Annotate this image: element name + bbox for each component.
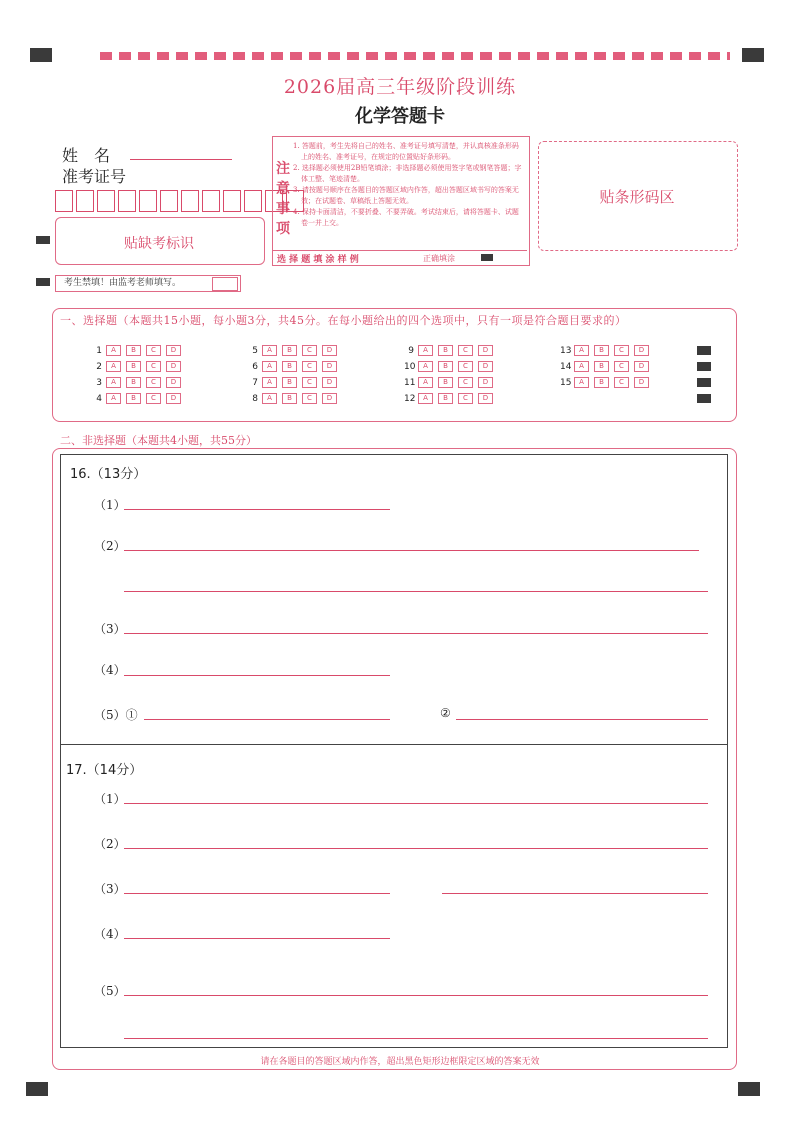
option-bubble-a[interactable]: A [106,345,121,356]
registration-mark-bottom-right [738,1082,760,1096]
option-bubble-c[interactable]: C [614,377,629,388]
option-bubble-c[interactable]: C [614,345,629,356]
option-bubble-d[interactable]: D [166,361,181,372]
choice-question [560,377,654,388]
option-bubble-c[interactable]: C [458,345,473,356]
q16-answer-line-4[interactable] [124,675,390,676]
choice-question [248,345,342,356]
q16-part-5: （5）① [94,708,138,722]
option-bubble-d[interactable]: D [634,377,649,388]
option-bubble-d[interactable]: D [478,361,493,372]
choice-question [404,345,498,356]
option-bubble-a[interactable]: A [106,393,121,404]
side-mark [36,278,50,286]
option-bubble-b[interactable]: B [126,377,141,388]
option-bubble-d[interactable]: D [322,345,337,356]
proctor-note: 考生禁填！由监考老师填写。 [55,275,241,292]
option-bubble-c[interactable]: C [458,377,473,388]
footer-note: 请在各题目的答题区域内作答，超出黑色矩形边框限定区域的答案无效 [260,1057,540,1067]
choice-question [404,393,498,404]
q17-answer-line-1[interactable] [124,803,708,804]
option-bubble-c[interactable]: C [302,361,317,372]
exam-title: 2026届高三年级阶段训练 [283,76,517,98]
card-subtitle: 化学答题卡 [355,106,445,127]
q16-answer-line-2b[interactable] [124,591,708,592]
option-bubble-d[interactable]: D [166,393,181,404]
question-number: 2 [96,361,102,372]
option-bubble-b[interactable]: B [282,393,297,404]
option-bubble-b[interactable]: B [594,345,609,356]
option-bubble-b[interactable]: B [438,345,453,356]
option-bubble-d[interactable]: D [634,361,649,372]
choice-question [92,345,186,356]
q17-part-3: （3） [94,882,126,896]
row-mark [697,346,711,355]
exam-id-digit-box[interactable] [76,190,94,212]
q16-answer-line-2a[interactable] [124,550,699,551]
option-bubble-a[interactable]: A [262,393,277,404]
option-bubble-a[interactable]: A [418,377,433,388]
q17-part-2: （2） [94,837,126,851]
option-bubble-b[interactable]: B [438,377,453,388]
question-number: 4 [96,393,102,404]
choice-question [248,393,342,404]
row-mark [697,362,711,371]
choice-question [560,345,654,356]
option-bubble-c[interactable]: C [302,377,317,388]
option-bubble-d[interactable]: D [634,345,649,356]
option-bubble-a[interactable]: A [418,361,433,372]
top-dashed-bar [100,52,730,60]
exam-id-digit-box[interactable] [97,190,115,212]
option-bubble-d[interactable]: D [322,393,337,404]
option-bubble-d[interactable]: D [322,377,337,388]
exam-id-label: 准考证号 [62,167,127,186]
option-bubble-a[interactable]: A [574,361,589,372]
option-bubble-c[interactable]: C [302,393,317,404]
name-field[interactable] [130,159,232,160]
option-bubble-d[interactable]: D [478,377,493,388]
question-number: 7 [252,377,258,388]
notice-heading: 注 意 事 项 [276,161,290,237]
q16-part-4: （4） [94,663,126,677]
q16-answer-line-5b[interactable] [456,719,708,720]
option-bubble-c[interactable]: C [146,361,161,372]
option-bubble-b[interactable]: B [282,345,297,356]
option-bubble-a[interactable]: A [262,361,277,372]
q16-title: 16.（13分） [70,467,147,482]
exam-id-digit-box[interactable] [202,190,220,212]
question-number: 8 [252,393,258,404]
choice-question [404,377,498,388]
q16-part-2: （2） [94,539,126,553]
answer-region [60,454,728,1048]
exam-id-digit-box[interactable] [223,190,241,212]
q17-answer-line-5b[interactable] [124,1038,708,1039]
q17-part-4: （4） [94,927,126,941]
correct-fill-label: 正确填涂 [423,254,455,263]
section2-heading: 二、非选择题（本题共4小题，共55分） [60,434,257,447]
choice-question [92,361,186,372]
choice-question [248,377,342,388]
option-bubble-c[interactable]: C [146,393,161,404]
q17-title: 17.（14分） [66,763,143,778]
question-number: 12 [404,393,416,404]
option-bubble-d[interactable]: D [478,393,493,404]
question-number: 10 [404,361,416,372]
question-number: 15 [560,377,572,388]
q16-answer-line-3[interactable] [124,633,708,634]
choice-question [404,361,498,372]
option-bubble-a[interactable]: A [262,377,277,388]
q16-part-3: （3） [94,622,126,636]
question-number: 13 [560,345,572,356]
option-bubble-c[interactable]: C [458,361,473,372]
question-number: 3 [96,377,102,388]
notice-items [293,141,525,229]
option-bubble-b[interactable]: B [594,377,609,388]
barcode-label: 贴条形码区 [599,188,675,206]
option-bubble-d[interactable]: D [322,361,337,372]
notice-box [272,136,530,266]
notice-item: 3. 请按题号顺序在各题目的答题区域内作答，超出答题区域书写的答案无效；在试题卷、草稿纸上答题无效。 [293,186,519,205]
option-bubble-a[interactable]: A [106,361,121,372]
option-bubble-d[interactable]: D [166,377,181,388]
exam-id-digit-box[interactable] [160,190,178,212]
choice-question [248,361,342,372]
option-bubble-b[interactable]: B [126,345,141,356]
q16-answer-line-1[interactable] [124,509,390,510]
option-bubble-b[interactable]: B [282,377,297,388]
question-divider [60,744,728,745]
option-bubble-c[interactable]: C [614,361,629,372]
correct-fill-mark [481,254,493,261]
option-bubble-a[interactable]: A [574,345,589,356]
q17-answer-line-2[interactable] [124,848,708,849]
row-mark [697,378,711,387]
exam-id-digit-box[interactable] [55,190,73,212]
notice-item: 1. 答题前，考生先将自己的姓名、准考证号填写清楚，并认真核准条形码上的姓名、准考证号，在规定的位置贴好条形码。 [293,142,519,161]
q17-answer-line-5a[interactable] [124,995,708,996]
exam-id-digit-box[interactable] [244,190,262,212]
choice-question [92,377,186,388]
question-number: 1 [96,345,102,356]
q17-part-5: （5） [94,984,126,998]
option-bubble-b[interactable]: B [438,361,453,372]
option-bubble-a[interactable]: A [418,345,433,356]
missing-exam-label: 贴缺考标识 [124,236,194,252]
proctor-fill-box[interactable] [212,277,238,291]
q17-part-1: （1） [94,792,126,806]
choice-question [92,393,186,404]
q16-part-1: （1） [94,498,126,512]
option-bubble-c[interactable]: C [146,345,161,356]
option-bubble-a[interactable]: A [106,377,121,388]
option-bubble-c[interactable]: C [458,393,473,404]
registration-mark-top-right [742,48,764,62]
q17-answer-line-4[interactable] [124,938,390,939]
choice-question [560,361,654,372]
option-bubble-c[interactable]: C [146,377,161,388]
fill-sample-label: 选 择 题 填 涂 样 例 [277,255,359,265]
row-mark [697,394,711,403]
option-bubble-d[interactable]: D [166,345,181,356]
notice-item: 2. 选择题必须使用2B铅笔填涂；非选择题必须使用签字笔或钢笔答题；字体工整、笔迹清楚。 [293,164,522,183]
option-bubble-b[interactable]: B [594,361,609,372]
exam-id-digit-box[interactable] [181,190,199,212]
q16-part-5b: ② [440,706,451,720]
option-bubble-b[interactable]: B [126,393,141,404]
question-number: 11 [404,377,416,388]
option-bubble-b[interactable]: B [126,361,141,372]
q17-answer-line-3b[interactable] [442,893,708,894]
option-bubble-c[interactable]: C [302,345,317,356]
side-mark [36,236,50,244]
q17-answer-line-3a[interactable] [124,893,390,894]
question-number: 6 [252,361,258,372]
option-bubble-a[interactable]: A [262,345,277,356]
question-number: 9 [408,345,414,356]
q16-answer-line-5a[interactable] [144,719,390,720]
registration-mark-top-left [30,48,52,62]
option-bubble-d[interactable]: D [478,345,493,356]
exam-id-digit-box[interactable] [139,190,157,212]
section1-heading: 一、选择题（本题共15小题，每小题3分，共45分。在每小题给出的四个选项中，只有一项是符合题目要求的） [60,314,627,327]
exam-id-digit-box[interactable] [118,190,136,212]
question-number: 5 [252,345,258,356]
question-number: 14 [560,361,572,372]
option-bubble-a[interactable]: A [574,377,589,388]
option-bubble-b[interactable]: B [282,361,297,372]
exam-id-boxes[interactable] [55,190,307,212]
notice-item: 4. 保持卡面清洁，不要折叠、不要弄破。考试结束后，请将答题卡、试题卷一并上交。 [293,208,519,227]
name-label: 姓 名 [62,146,111,165]
fill-sample [273,250,527,265]
option-bubble-a[interactable]: A [418,393,433,404]
registration-mark-bottom-left [26,1082,48,1096]
option-bubble-b[interactable]: B [438,393,453,404]
